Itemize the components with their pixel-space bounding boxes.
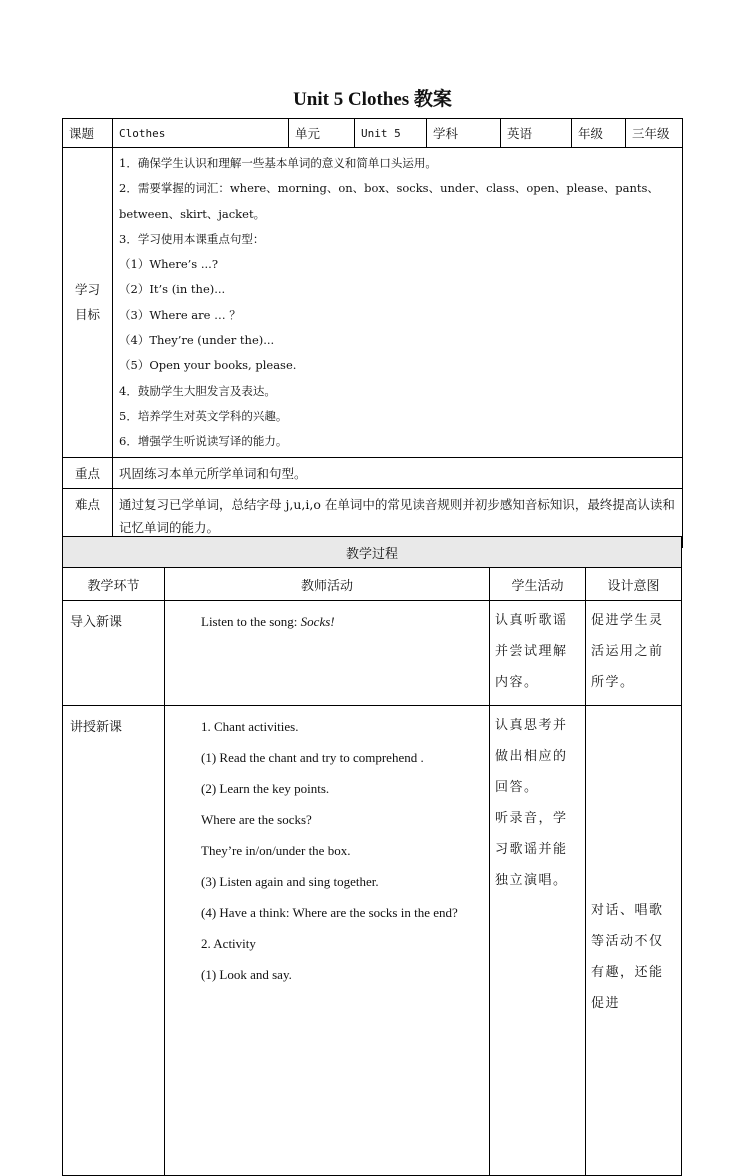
teacher-step: (2) Learn the key points. (201, 781, 330, 796)
objective-item: 1．确保学生认识和理解一些基本单词的意义和简单口头运用。 (119, 156, 437, 170)
unit-label: 单元 (289, 119, 355, 148)
song-title: Socks! (300, 614, 335, 629)
objectives-label: 学习 目标 (63, 148, 113, 458)
design-intent-cell: 促进学生灵活运用之前所学。 (586, 601, 682, 706)
col-header-stage: 教学环节 (63, 568, 165, 601)
header-row (63, 119, 683, 148)
key-points-label: 重点 (63, 457, 113, 488)
column-header-row (63, 568, 682, 601)
teacher-activity-cell (165, 706, 490, 1176)
objective-item: （1）Where’s ...? (119, 257, 218, 272)
difficulties-label: 难点 (63, 488, 113, 547)
key-points-text: 巩固练习本单元所学单词和句型。 (113, 457, 683, 488)
teacher-step: (1) Read the chant and try to comprehend . (201, 750, 424, 765)
process-row-intro (63, 601, 682, 706)
col-header-teacher: 教师活动 (165, 568, 490, 601)
subject-label: 学科 (427, 119, 501, 148)
student-activity-1: 认真思考并做出相应的回答。 (495, 718, 568, 795)
teacher-step: 1. Chant activities. (201, 719, 299, 734)
grade-value: 三年级 (626, 119, 683, 148)
objectives-row (63, 148, 683, 458)
teacher-step: (1) Look and say. (201, 967, 292, 982)
objective-item: （3）Where are … ？ (119, 307, 241, 322)
key-points-row (63, 457, 683, 488)
teacher-step: (4) Have a think: Where are the socks in the end? (201, 905, 458, 920)
objective-item: 6．增强学生听说读写译的能力。 (119, 434, 288, 449)
subject-value: 英语 (501, 119, 572, 148)
teacher-step: Where are the socks? (201, 812, 312, 827)
grade-label: 年级 (572, 119, 626, 148)
teacher-step: They’re in/on/under the box. (201, 843, 351, 858)
objective-item: 4．鼓励学生大胆发言及表达。 (119, 383, 276, 398)
process-title: 教学过程 (63, 537, 682, 568)
stage-cell: 讲授新课 (63, 706, 165, 1176)
teacher-step: (3) Listen again and sing together. (201, 874, 379, 889)
objectives-list (113, 148, 683, 458)
col-header-student: 学生活动 (490, 568, 586, 601)
objective-item: （4）They’re (under the)... (119, 333, 275, 348)
teaching-process-table (62, 536, 682, 1176)
song-prefix: Listen to the song: (201, 614, 301, 629)
teacher-step: 2. Activity (201, 936, 256, 951)
teacher-activity-cell (165, 601, 490, 706)
design-intent-cell: 对话、唱歌等活动不仅有趣，还能促进 (586, 706, 682, 1176)
lesson-info-table (62, 118, 683, 548)
objective-item: （2）It’s (in the)... (119, 282, 226, 297)
objective-item: 2．需要掌握的词汇：where、morning、on、box、socks、under、class、open、please、pants、between、skirt、jacket。 (119, 181, 659, 221)
topic-value: Clothes (113, 119, 289, 148)
topic-label: 课题 (63, 119, 113, 148)
page-title: Unit 5 Clothes 教案 (293, 89, 452, 110)
difficulties-text: 通过复习已学单词，总结字母 j,u,i,o 在单词中的常见读音规则并初步感知音标知识，最终提高认读和记忆单词的能力。 (113, 488, 683, 547)
objective-item: （5）Open your books, please. (119, 358, 297, 373)
student-activity-2: 听录音，学习歌谣并能独立演唱。 (495, 811, 568, 888)
process-title-row (63, 537, 682, 568)
student-activity-cell: 认真听歌谣并尝试理解内容。 (490, 601, 586, 706)
objective-item: 3．学习使用本课重点句型： (119, 231, 265, 246)
unit-value: Unit 5 (355, 119, 427, 148)
stage-cell: 导入新课 (63, 601, 165, 706)
process-row-new-lesson (63, 706, 682, 1176)
student-activity-cell (490, 706, 586, 1176)
objective-item: 5．培养学生对英文学科的兴趣。 (119, 408, 288, 423)
col-header-design: 设计意图 (586, 568, 682, 601)
